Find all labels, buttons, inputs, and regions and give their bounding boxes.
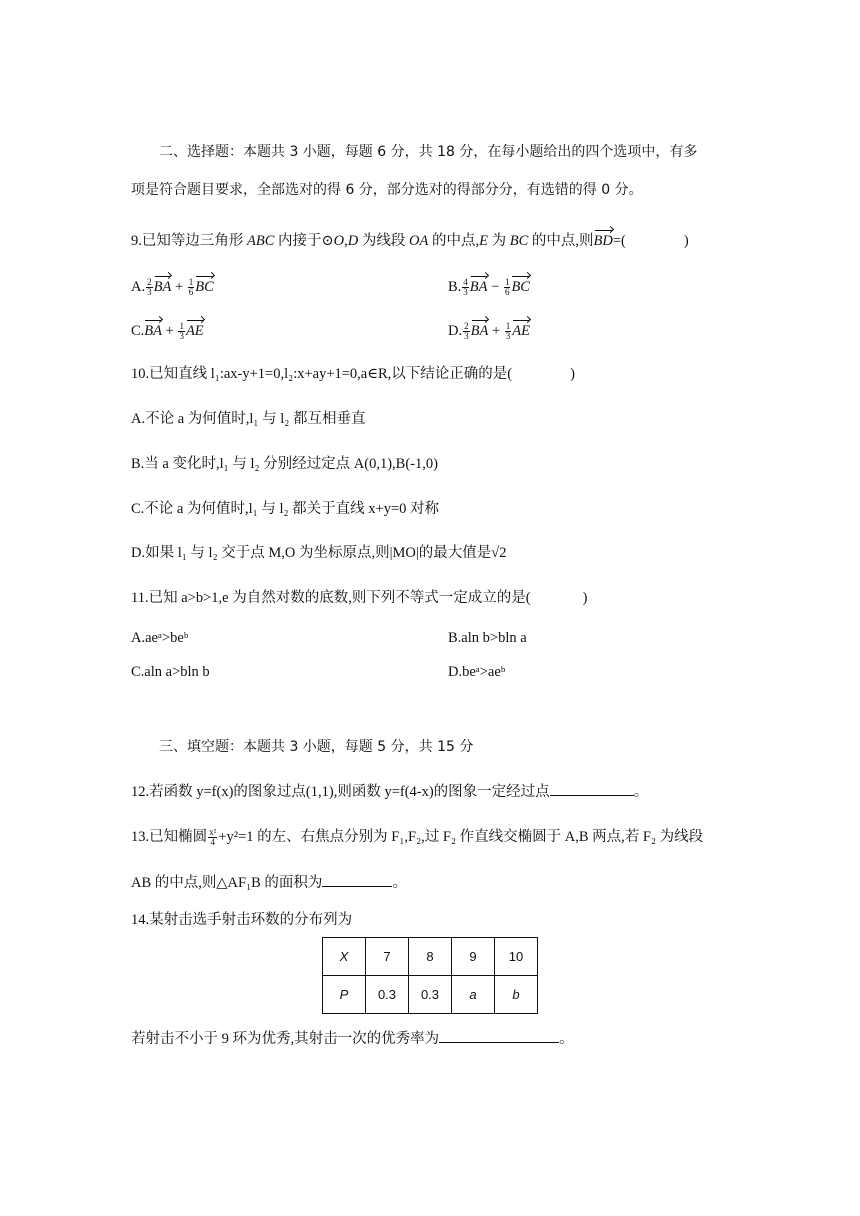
question-11-option-b: B.aln b>bln a	[448, 630, 527, 646]
table-cell: P	[323, 976, 366, 1014]
question-9-option-d: D. $\frac{2}{3}$ BA + $\frac{1}{3}$ AE	[448, 318, 530, 341]
question-14-stem: 14.某射击选手射击环数的分布列为	[131, 912, 353, 928]
answer-blank-14	[439, 1028, 559, 1043]
question-11-stem: 11.已知 a>b>1,e 为自然对数的底数,则下列不等式一定成立的是( )	[131, 590, 588, 606]
table-cell: a	[452, 976, 495, 1014]
answer-blank-13	[322, 872, 392, 887]
question-14-prompt: 若射击不小于 9 环为优秀,其射击一次的优秀率为 。	[131, 1028, 574, 1049]
question-10-option-a: A.不论 a 为何值时,l₁ 与 l₂ 都互相垂直	[131, 411, 366, 427]
section2-title-line1: 二、选择题：本题共 3 小题，每题 6 分，共 18 分，在每小题给出的四个选项中，有多	[159, 144, 698, 160]
table-cell: 8	[409, 938, 452, 976]
section2-title-line2: 项是符合题目要求，全部选对的得 6 分，部分选对的得部分分，有选错的得 0 分。	[131, 182, 643, 198]
table-cell: 0.3	[366, 976, 409, 1014]
question-10-option-b: B.当 a 变化时,l₁ 与 l₂ 分别经过定点 A(0,1),B(-1,0)	[131, 456, 438, 472]
table-row	[323, 938, 538, 976]
question-9-option-c: C.BA + $\frac{1}{3}$ AE	[131, 318, 204, 341]
answer-blank-12	[550, 781, 634, 796]
question-11-option-d: D.beᵃ>aeᵇ	[448, 664, 506, 680]
question-9-stem: 9.已知等边三角形 ABC 内接于⊙O,D 为线段 OA 的中点,E 为 BC 的中点,则BD=( )	[131, 228, 689, 251]
table-cell: X	[323, 938, 366, 976]
table-row	[323, 976, 538, 1014]
question-9-option-a: A. $\frac{2}{3}$ BA + $\frac{1}{6}$ BC	[131, 274, 214, 297]
question-11-option-c: C.aln a>bln b	[131, 664, 210, 680]
distribution-table	[322, 937, 538, 1014]
question-12: 12.若函数 y=f(x)的图象过点(1,1),则函数 y=f(4-x)的图象一定经过点 。	[131, 781, 648, 802]
question-13-line2: AB 的中点,则△AF₁B 的面积为 。	[131, 872, 407, 893]
question-11-option-a: A.aeᵃ>beᵇ	[131, 630, 189, 646]
table-cell: b	[495, 976, 538, 1014]
table-cell: 0.3	[409, 976, 452, 1014]
table-cell: 7	[366, 938, 409, 976]
question-13-line1: 13.已知椭圆 $\frac{\text{x²}}{4}$ +y²=1 的左、右焦点分别为 F₁,F₂,过 F₂ 作直线交椭圆于 A,B 两点,若 F₂ 为线段	[131, 827, 704, 848]
question-9-option-b: B. $\frac{4}{3}$ BA − $\frac{1}{6}$ BC	[448, 274, 530, 297]
question-10-stem: 10.已知直线 l₁:ax-y+1=0,l₂:x+ay+1=0,a∈R,以下结论正确的是( )	[131, 366, 575, 382]
section3-title: 三、填空题：本题共 3 小题，每题 5 分，共 15 分	[159, 739, 474, 755]
question-10-option-d: D.如果 l₁ 与 l₂ 交于点 M,O 为坐标原点,则|MO|的最大值是√2	[131, 545, 507, 561]
question-10-option-c: C.不论 a 为何值时,l₁ 与 l₂ 都关于直线 x+y=0 对称	[131, 501, 440, 517]
table-cell: 10	[495, 938, 538, 976]
table-cell: 9	[452, 938, 495, 976]
